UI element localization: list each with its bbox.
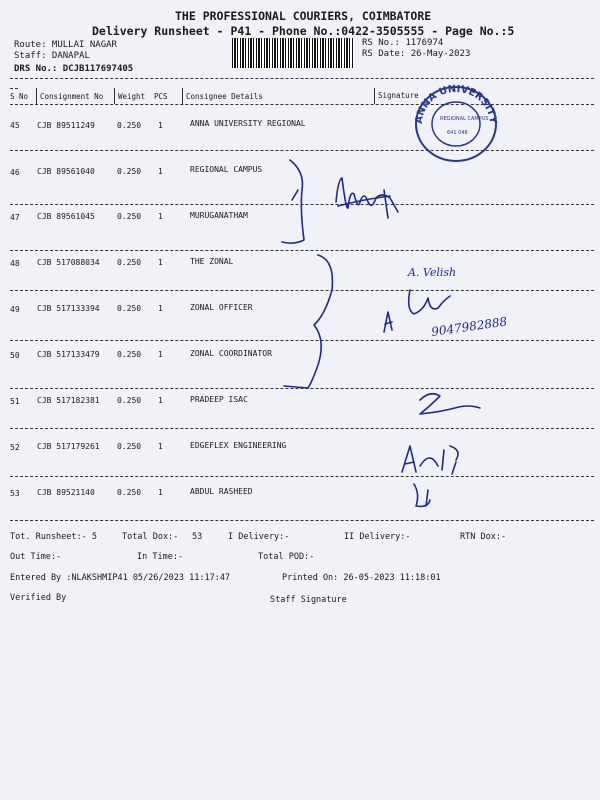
row-pcs: 1 [158, 350, 163, 359]
rs-date: RS Date: 26-May-2023 [362, 49, 471, 59]
row-sno: 48 [10, 259, 20, 268]
document-subtitle: Delivery Runsheet - P41 - Phone No.:0422-3505555 - Page No.:5 [92, 24, 515, 38]
col-sno: S No [10, 92, 29, 101]
row-consignee: ZONAL OFFICER [190, 303, 253, 312]
row-pcs: 1 [158, 304, 163, 313]
i-delivery: I Delivery:- [228, 532, 290, 542]
row-pcs: 1 [158, 396, 163, 405]
row-weight: 0.250 [117, 167, 142, 176]
row-pcs: 1 [158, 167, 163, 176]
row-consignment: CJB 517182381 [37, 396, 100, 405]
row-weight: 0.250 [117, 258, 142, 267]
row-consignment: CJB 517133394 [37, 304, 100, 313]
route-label: Route: MULLAI NAGAR [14, 40, 117, 50]
row-consignment: CJB 89521140 [37, 488, 95, 497]
printed-on: Printed On: 26-05-2023 11:18:01 [282, 573, 441, 583]
total-runsheet: Tot. Runsheet:- 5 [10, 532, 97, 542]
col-weight: Weight [118, 92, 146, 101]
document-title: THE PROFESSIONAL COURIERS, COIMBATORE [175, 9, 432, 23]
row-weight: 0.250 [117, 442, 142, 451]
total-dox-label: Total Dox:- [122, 532, 179, 542]
rs-number: RS No.: 1176974 [362, 38, 444, 48]
staff-label: Staff: DANAPAL [14, 51, 90, 61]
row-pcs: 1 [158, 258, 163, 267]
total-dox-value: 53 [192, 532, 203, 542]
row-consignee: PRADEEP ISAC [190, 395, 248, 404]
row-sno: 50 [10, 351, 20, 360]
row-consignment: CJB 89561045 [37, 212, 95, 221]
row-sno: 52 [10, 443, 20, 452]
stamp-outer-text: ANNA UNIVERSITY [413, 83, 499, 125]
row-weight: 0.250 [117, 304, 142, 313]
row-weight: 0.250 [117, 212, 142, 221]
row-pcs: 1 [158, 488, 163, 497]
row-consignment: CJB 89561040 [37, 167, 95, 176]
verified-by: Verified By [10, 593, 67, 603]
col-consignment: Consignment No [40, 92, 104, 101]
row-consignment: CJB 89511249 [37, 121, 95, 130]
row-consignee: THE ZONAL [190, 257, 234, 266]
signature-scribble-icon [280, 150, 600, 520]
stamp-inner-text: REGIONAL CAMPUS [440, 116, 489, 122]
total-pod: Total POD:- [258, 552, 315, 562]
row-pcs: 1 [158, 121, 163, 130]
row-sno: 51 [10, 397, 20, 406]
row-consignment: CJB 517133479 [37, 350, 100, 359]
row-consignee: ZONAL COORDINATOR [190, 349, 272, 358]
stamp-pin: 641 046 [447, 130, 468, 136]
row-weight: 0.250 [117, 121, 142, 130]
col-signature: Signature [378, 91, 419, 100]
row-consignee: EDGEFLEX ENGINEERING [190, 441, 287, 450]
row-sno: 46 [10, 168, 20, 177]
col-pcs: PCS [154, 92, 168, 101]
handwritten-name: A. Velish [408, 266, 457, 279]
row-sno: 45 [10, 121, 20, 130]
in-time: In Time:- [137, 552, 184, 562]
row-weight: 0.250 [117, 396, 142, 405]
row-consignment: CJB 517088034 [37, 258, 100, 267]
row-weight: 0.250 [117, 488, 142, 497]
row-sno: 47 [10, 213, 20, 222]
row-pcs: 1 [158, 442, 163, 451]
staff-signature: Staff Signature [270, 595, 347, 605]
col-consignee: Consignee Details [186, 92, 263, 101]
entered-by: Entered By :NLAKSHMIP41 05/26/2023 11:17:47 [10, 573, 231, 583]
row-pcs: 1 [158, 212, 163, 221]
row-consignment: CJB 517179261 [37, 442, 100, 451]
row-consignee: MURUGANATHAM [190, 211, 248, 220]
barcode-icon [232, 38, 354, 68]
rtn-dox: RTN Dox:- [460, 532, 507, 542]
row-consignee: REGIONAL CAMPUS [190, 165, 263, 174]
handwritten-phone: 9047982888 [430, 314, 509, 339]
row-sno: 53 [10, 489, 20, 498]
row-consignee: ANNA UNIVERSITY REGIONAL [190, 119, 306, 128]
ii-delivery: II Delivery:- [344, 532, 411, 542]
row-consignee: ABDUL RASHEED [190, 487, 253, 496]
row-sno: 49 [10, 305, 20, 314]
out-time: Out Time:- [10, 552, 62, 562]
row-weight: 0.250 [117, 350, 142, 359]
drs-number: DRS No.: DCJB117697405 [14, 64, 134, 74]
